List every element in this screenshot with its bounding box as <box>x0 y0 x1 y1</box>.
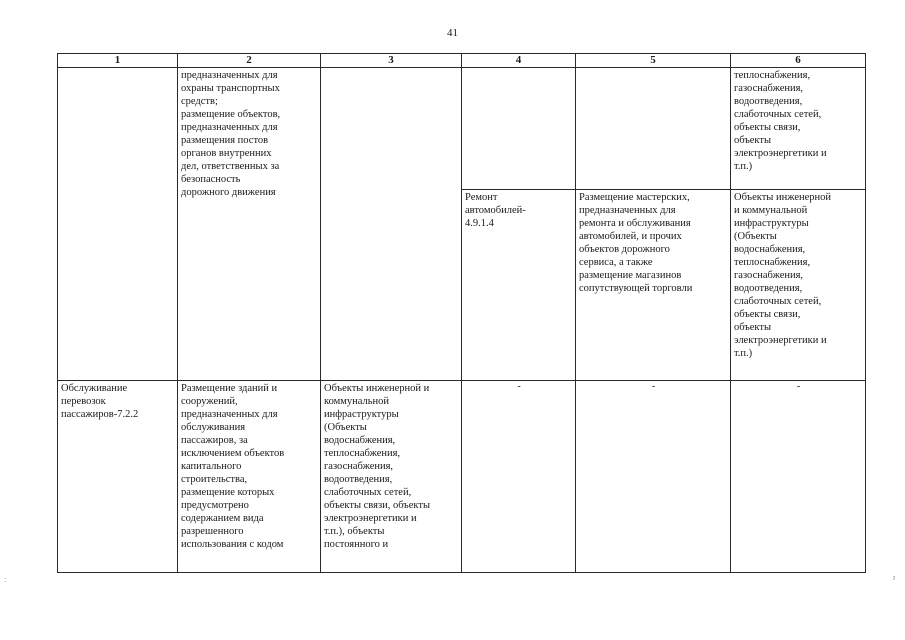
zoning-table <box>57 53 866 573</box>
table-cell: Размещение мастерских, предназначенных для ремонта и обслуживания автомобилей, и прочих объектов дорожного сервиса, а также размещение магазинов сопутствующей торговли <box>576 190 731 381</box>
column-header: 2 <box>178 54 321 68</box>
table-cell: Размещение зданий и сооружений, предназначенных для обслуживания пассажиров, за исключением объектов капитального строительства, размещение которых предусмотрено содержанием вида разрешенного использования с кодом <box>178 381 321 573</box>
table-cell: предназначенных для охраны транспортных средств; размещение объектов, предназначенных для размещения постов органов внутренних дел, ответственных за безопасность дорожного движения <box>178 68 321 381</box>
table-cell: - <box>731 381 866 573</box>
column-header: 5 <box>576 54 731 68</box>
table-cell: Объекты инженерной и коммунальной инфраструктуры (Объекты водоснабжения, теплоснабжения, газоснабжения, водоотведения, слаботочных сетей, объекты связи, объекты электроэнергетики и т.п.) <box>731 190 866 381</box>
scan-edge-mark: ˀ <box>893 575 895 584</box>
table-cell: - <box>576 381 731 573</box>
scan-edge-mark: ː <box>4 575 7 584</box>
table-cell <box>58 68 178 381</box>
table-cell <box>576 68 731 190</box>
column-header: 3 <box>321 54 462 68</box>
table-cell: Ремонт автомобилей- 4.9.1.4 <box>462 190 576 381</box>
table-cell: - <box>462 381 576 573</box>
page-number: 41 <box>447 27 458 39</box>
table-row <box>58 381 866 573</box>
table-cell: Обслуживание перевозок пассажиров-7.2.2 <box>58 381 178 573</box>
table-cell <box>321 68 462 381</box>
column-header: 1 <box>58 54 178 68</box>
column-header: 6 <box>731 54 866 68</box>
table-header-row <box>58 54 866 68</box>
column-header: 4 <box>462 54 576 68</box>
table-cell: теплоснабжения, газоснабжения, водоотведения, слаботочных сетей, объекты связи, объекты электроэнергетики и т.п.) <box>731 68 866 190</box>
table-row <box>58 68 866 190</box>
table-cell <box>462 68 576 190</box>
table-cell: Объекты инженерной и коммунальной инфраструктуры (Объекты водоснабжения, теплоснабжения, газоснабжения, водоотведения, слаботочных сетей, объекты связи, объекты электроэнергетики и т.п.), объекты постоянного и <box>321 381 462 573</box>
